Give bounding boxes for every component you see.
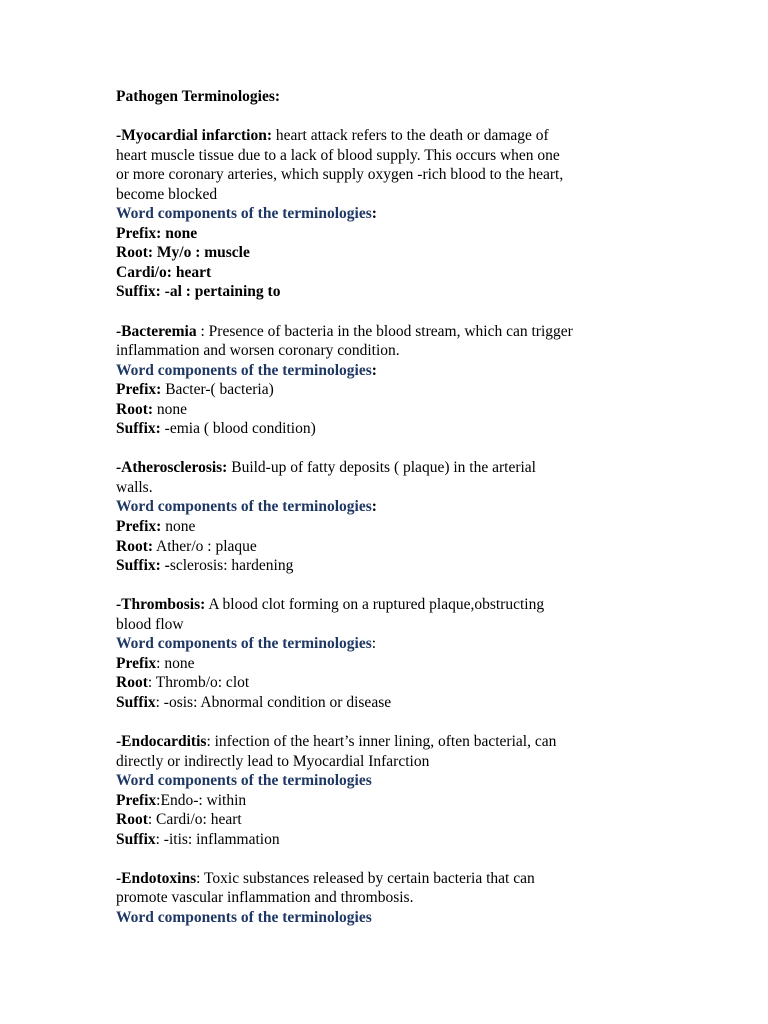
heading-colon: :	[371, 361, 377, 379]
heading-text: Word components of the terminologies	[116, 361, 372, 379]
section-endocarditis	[116, 732, 676, 849]
suffix-value: : -osis: Abnormal condition or disease	[155, 693, 392, 711]
heading-text: Word components of the terminologies	[116, 635, 372, 653]
definition-line	[116, 595, 676, 615]
definition-line: blood flow	[116, 615, 184, 633]
definition-text: Build-up of fatty deposits ( plaque) in the arterial	[227, 459, 536, 477]
definition-line: inflammation and worsen coronary condition.	[116, 342, 400, 360]
definition-line	[116, 458, 676, 478]
heading-text: Word components of the terminologies	[116, 498, 372, 516]
spacer	[116, 302, 676, 322]
suffix-label: Suffix	[116, 830, 156, 848]
suffix-line	[116, 830, 676, 850]
root-label: Root:	[116, 537, 154, 555]
suffix-mid: : -	[155, 830, 169, 848]
prefix-value: :Endo-: within	[156, 791, 247, 809]
definition-line: walls.	[116, 478, 153, 496]
spacer	[116, 439, 676, 459]
term-label: -Bacteremia	[116, 322, 197, 340]
definition-line	[116, 732, 676, 752]
section-myocardial-infarction	[116, 126, 676, 302]
root-line	[116, 537, 676, 557]
root-line: Root: My/o : muscle	[116, 244, 250, 262]
prefix-label: Prefix:	[116, 381, 162, 399]
suffix-value: -emia ( blood condition)	[160, 420, 316, 438]
term-label: -Thrombosis:	[116, 596, 206, 614]
definition-line: directly or indirectly lead to Myocardial Infarction	[116, 752, 430, 770]
prefix-line	[116, 654, 676, 674]
word-components-heading	[116, 634, 676, 654]
spacer	[116, 713, 676, 733]
suffix-line	[116, 419, 676, 439]
suffix-label: Suffix	[116, 693, 156, 711]
root-line: Cardi/o: heart	[116, 263, 212, 281]
suffix-line	[116, 556, 676, 576]
prefix-line	[116, 791, 676, 811]
term-label: -Atherosclerosis:	[116, 459, 228, 477]
word-components-heading	[116, 204, 676, 224]
root-value: Ather/o : plaque	[153, 537, 257, 555]
section-endotoxins	[116, 869, 676, 928]
word-components-heading: Word components of the terminologies	[116, 908, 372, 926]
document-title: Pathogen Terminologies:	[116, 88, 281, 105]
heading-colon: :	[371, 498, 377, 516]
suffix-line	[116, 693, 676, 713]
root-label: Root	[116, 811, 148, 829]
spacer	[116, 576, 676, 596]
spacer	[116, 849, 676, 869]
root-value: none	[153, 400, 188, 418]
root-line	[116, 810, 676, 830]
definition-line: or more coronary arteries, which supply oxygen -rich blood to the heart,	[116, 166, 564, 184]
prefix-label: Prefix:	[116, 518, 162, 536]
suffix-value: itis: inflammation	[168, 830, 280, 848]
definition-line: become blocked	[116, 185, 218, 203]
heading-text: Word components of the terminologies	[116, 205, 372, 223]
section-atherosclerosis	[116, 458, 676, 575]
term-label: -Myocardial infarction:	[116, 127, 272, 145]
definition-text: : infection of the heart’s inner lining, often bacterial, can	[206, 733, 557, 751]
prefix-value: Bacter-( bacteria)	[161, 381, 274, 399]
word-components-heading	[116, 361, 676, 381]
definition-line	[116, 869, 676, 889]
prefix-line	[116, 380, 676, 400]
term-label: -Endotoxins	[116, 869, 197, 887]
word-components-heading	[116, 497, 676, 517]
definition-line: heart muscle tissue due to a lack of blood supply. This occurs when one	[116, 146, 560, 164]
prefix-line: Prefix: none	[116, 224, 198, 242]
root-label: Root:	[116, 400, 154, 418]
prefix-value: : none	[156, 654, 195, 672]
word-components-heading: Word components of the terminologies	[116, 772, 372, 790]
suffix-label: Suffix:	[116, 420, 161, 438]
definition-line	[116, 322, 676, 342]
definition-text: heart attack refers to the death or damage of	[271, 127, 549, 145]
definition-line	[116, 126, 676, 146]
definition-text: A blood clot forming on a ruptured plaque,obstructing	[205, 596, 545, 614]
prefix-value: none	[161, 518, 196, 536]
prefix-label: Prefix	[116, 654, 157, 672]
root-label: Root	[116, 674, 148, 692]
prefix-line	[116, 517, 676, 537]
definition-text: : Presence of bacteria in the blood stream, which can trigger	[196, 322, 573, 340]
root-value: : Thromb/o: clot	[147, 674, 250, 692]
suffix-value: sclerosis: hardening	[169, 557, 294, 575]
suffix-line: Suffix: -al : pertaining to	[116, 283, 281, 301]
spacer	[116, 107, 676, 127]
definition-line: promote vascular inflammation and thrombosis.	[116, 889, 414, 907]
root-line	[116, 673, 676, 693]
prefix-label: Prefix	[116, 791, 157, 809]
section-thrombosis	[116, 595, 676, 712]
suffix-label: Suffix: -	[116, 557, 170, 575]
root-value: : Cardi/o: heart	[147, 811, 242, 829]
definition-text: : Toxic substances released by certain bacteria that can	[196, 869, 535, 887]
section-bacteremia	[116, 322, 676, 439]
document-page	[116, 87, 676, 928]
root-line	[116, 400, 676, 420]
heading-colon: :	[371, 635, 377, 653]
term-label: -Endocarditis	[116, 733, 207, 751]
heading-colon: :	[371, 205, 377, 223]
